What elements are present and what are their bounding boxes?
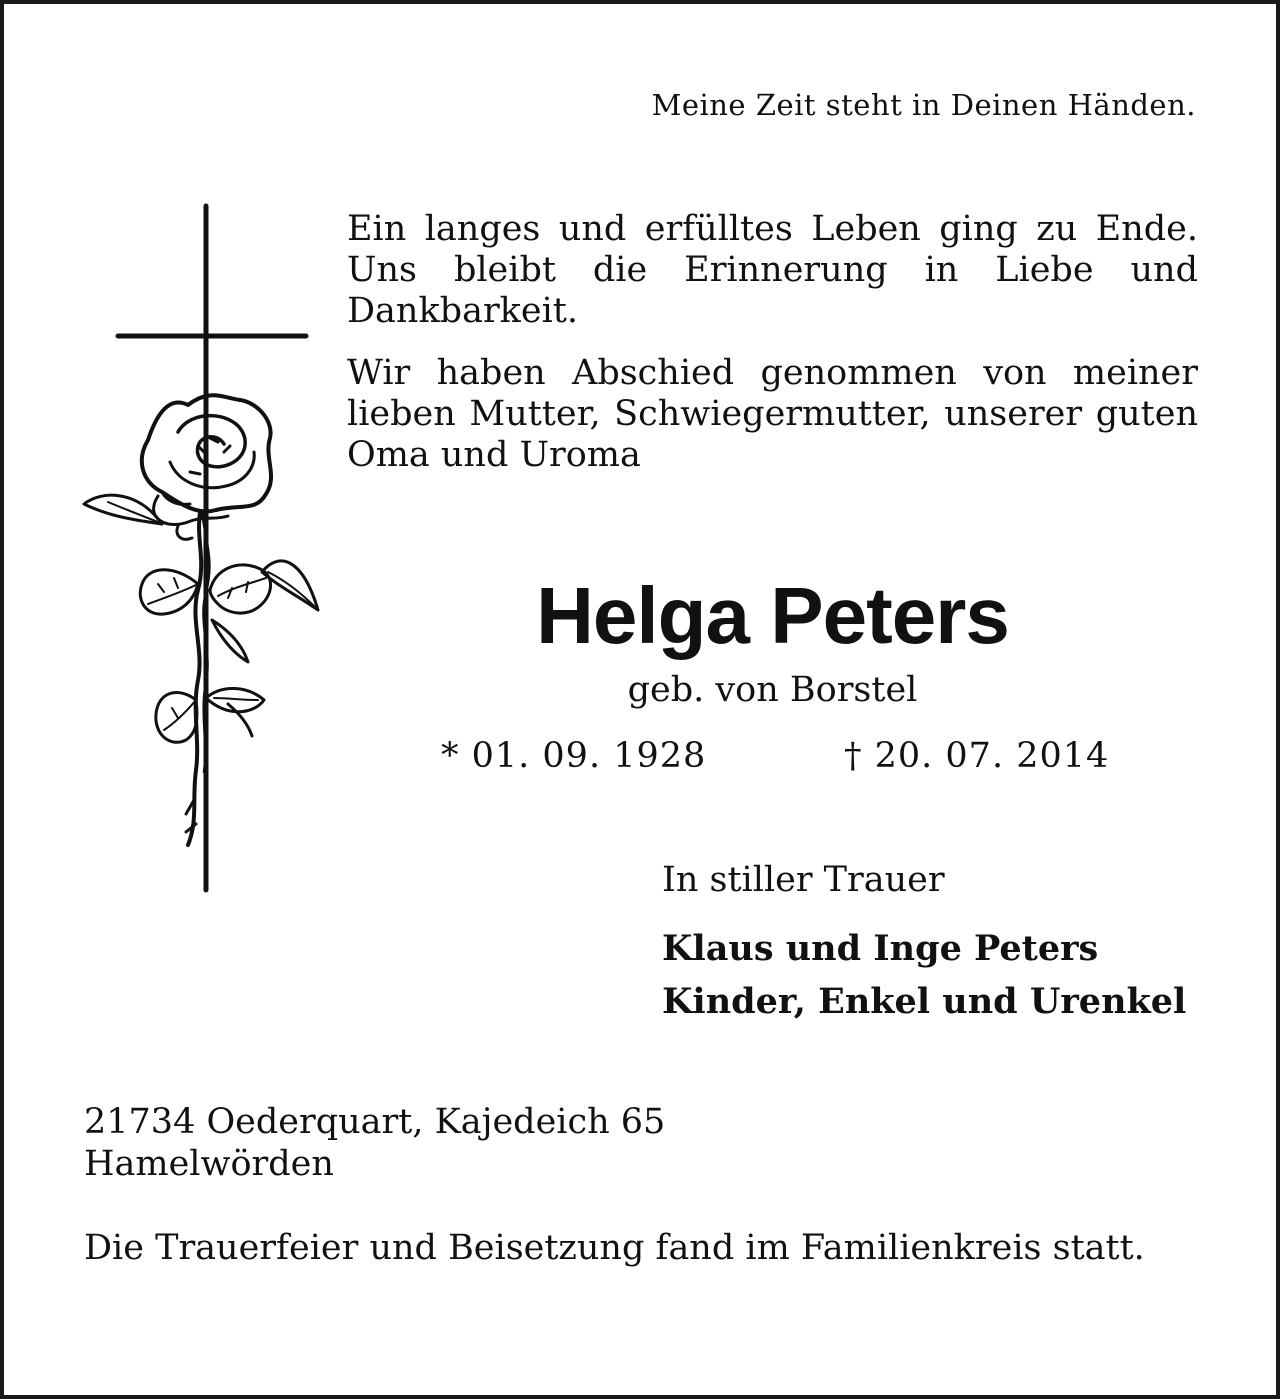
- funeral-note: Die Trauerfeier und Beisetzung fand im Familienkreis statt.: [84, 1228, 1145, 1268]
- death-date: † 20. 07. 2014: [844, 736, 1110, 776]
- deceased-name: Helga Peters: [536, 571, 1009, 660]
- mourning-phrase: In stiller Trauer: [662, 860, 945, 900]
- intro-paragraph: Wir haben Abschied genommen von meiner lieben Mutter, Schwiegermutter, unserer guten Oma und Uroma: [347, 353, 1198, 475]
- motto: Meine Zeit steht in Deinen Händen.: [651, 88, 1196, 122]
- birth-name: geb. von Borstel: [627, 670, 918, 710]
- address: [84, 1101, 1198, 1185]
- cross-with-rose-icon: [78, 200, 328, 900]
- intro-paragraph: Ein langes und erfülltes Leben ging zu Ende. Uns bleibt die Erinnerung in Liebe und Dankbarkeit.: [347, 209, 1198, 331]
- mourners-list: [662, 922, 1186, 1028]
- intro-text: [347, 209, 1198, 497]
- address-line: Hamelwörden: [84, 1144, 334, 1184]
- address-line: 21734 Oederquart, Kajedeich 65: [84, 1102, 666, 1142]
- mourner-line: Kinder, Enkel und Urenkel: [662, 981, 1187, 1022]
- mourner-line: Klaus und Inge Peters: [662, 928, 1099, 969]
- birth-date: * 01. 09. 1928: [441, 736, 707, 776]
